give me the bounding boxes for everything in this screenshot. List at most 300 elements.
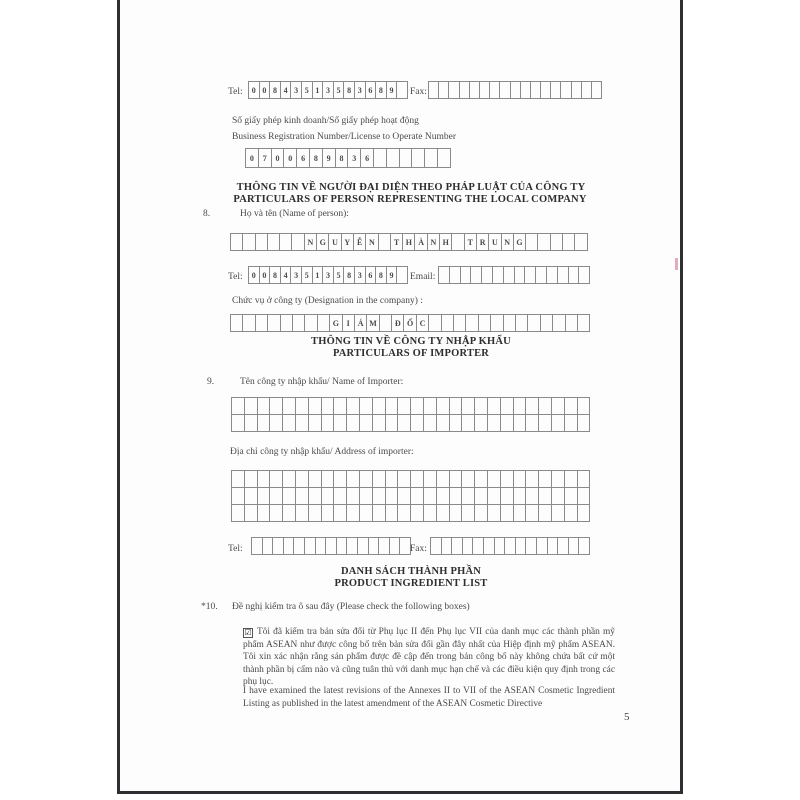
grid-cell[interactable] <box>359 505 372 522</box>
grid-cell[interactable] <box>449 488 462 505</box>
char-box[interactable] <box>412 148 425 168</box>
rep-email-boxes[interactable] <box>438 266 590 284</box>
grid-cell[interactable] <box>244 471 257 488</box>
grid-cell[interactable] <box>551 398 564 415</box>
grid-cell[interactable] <box>244 488 257 505</box>
grid-cell[interactable] <box>513 471 526 488</box>
grid-cell[interactable] <box>398 488 411 505</box>
char-box[interactable] <box>387 148 400 168</box>
char-box[interactable] <box>252 537 263 555</box>
char-box[interactable] <box>305 314 317 332</box>
char-box[interactable] <box>429 314 441 332</box>
char-box[interactable] <box>538 233 550 251</box>
char-box[interactable] <box>452 233 464 251</box>
char-box[interactable] <box>256 233 268 251</box>
char-box[interactable] <box>442 537 453 555</box>
char-box[interactable]: 9 <box>387 266 398 284</box>
grid-cell[interactable] <box>487 398 500 415</box>
char-box[interactable] <box>592 81 602 99</box>
char-box[interactable] <box>484 537 495 555</box>
char-box[interactable] <box>281 314 293 332</box>
grid-cell[interactable] <box>270 488 283 505</box>
char-box[interactable] <box>243 233 255 251</box>
grid-cell[interactable] <box>462 471 475 488</box>
grid-cell[interactable] <box>551 415 564 432</box>
char-box[interactable]: 5 <box>334 81 345 99</box>
char-box[interactable] <box>579 266 590 284</box>
char-box[interactable]: 0 <box>284 148 297 168</box>
grid-cell[interactable] <box>257 415 270 432</box>
grid-cell[interactable] <box>449 471 462 488</box>
grid-cell[interactable] <box>295 398 308 415</box>
char-box[interactable] <box>569 537 580 555</box>
char-box[interactable]: Á <box>355 314 367 332</box>
grid-cell[interactable] <box>577 398 590 415</box>
grid-cell[interactable] <box>398 471 411 488</box>
char-box[interactable] <box>463 537 474 555</box>
grid-cell[interactable] <box>500 415 513 432</box>
grid-cell[interactable] <box>564 505 577 522</box>
grid-cell[interactable] <box>347 398 360 415</box>
grid-cell[interactable] <box>539 505 552 522</box>
char-box[interactable]: N <box>366 233 378 251</box>
char-box[interactable]: 3 <box>323 81 334 99</box>
char-box[interactable]: 8 <box>310 148 323 168</box>
grid-cell[interactable] <box>462 415 475 432</box>
char-box[interactable]: N <box>428 233 440 251</box>
char-box[interactable]: 3 <box>355 266 366 284</box>
grid-cell[interactable] <box>321 471 334 488</box>
char-box[interactable]: 8 <box>344 81 355 99</box>
char-box[interactable] <box>563 233 575 251</box>
char-box[interactable] <box>511 81 521 99</box>
grid-cell[interactable] <box>308 471 321 488</box>
grid-cell[interactable] <box>398 415 411 432</box>
grid-cell[interactable] <box>295 471 308 488</box>
grid-cell[interactable] <box>423 505 436 522</box>
char-box[interactable]: 8 <box>270 266 281 284</box>
char-box[interactable] <box>569 266 580 284</box>
char-box[interactable]: G <box>330 314 342 332</box>
char-box[interactable]: 6 <box>361 148 374 168</box>
grid-cell[interactable] <box>411 471 424 488</box>
grid-cell[interactable] <box>462 488 475 505</box>
char-box[interactable]: 0 <box>260 81 271 99</box>
char-box[interactable] <box>551 233 563 251</box>
char-box[interactable] <box>541 314 553 332</box>
char-box[interactable] <box>582 81 592 99</box>
char-box[interactable]: 8 <box>376 81 387 99</box>
grid-cell[interactable] <box>423 488 436 505</box>
char-box[interactable] <box>515 266 526 284</box>
grid-cell[interactable] <box>513 488 526 505</box>
grid-cell[interactable] <box>244 505 257 522</box>
char-box[interactable]: R <box>477 233 489 251</box>
char-box[interactable] <box>425 148 438 168</box>
char-box[interactable] <box>397 266 408 284</box>
grid-cell[interactable] <box>244 398 257 415</box>
char-box[interactable] <box>400 148 413 168</box>
grid-cell[interactable] <box>270 398 283 415</box>
char-box[interactable] <box>537 537 548 555</box>
grid-cell[interactable] <box>436 488 449 505</box>
person-name-boxes[interactable] <box>230 233 588 251</box>
char-box[interactable]: N <box>305 233 317 251</box>
char-box[interactable]: T <box>391 233 403 251</box>
grid-cell[interactable] <box>526 505 539 522</box>
grid-cell[interactable] <box>308 488 321 505</box>
char-box[interactable] <box>438 148 451 168</box>
char-box[interactable] <box>337 537 348 555</box>
grid-cell[interactable] <box>449 415 462 432</box>
char-box[interactable]: 3 <box>323 266 334 284</box>
grid-cell[interactable] <box>423 415 436 432</box>
grid-cell[interactable] <box>257 505 270 522</box>
char-box[interactable] <box>454 314 466 332</box>
grid-cell[interactable] <box>526 471 539 488</box>
char-box[interactable] <box>548 537 559 555</box>
char-box[interactable]: U <box>489 233 501 251</box>
char-box[interactable]: 4 <box>281 266 292 284</box>
grid-cell[interactable] <box>526 415 539 432</box>
grid-cell[interactable] <box>232 398 245 415</box>
char-box[interactable] <box>526 233 538 251</box>
grid-cell[interactable] <box>257 471 270 488</box>
char-box[interactable] <box>575 233 587 251</box>
rep-tel-boxes[interactable] <box>248 266 408 284</box>
char-box[interactable]: 5 <box>334 266 345 284</box>
char-box[interactable] <box>558 266 569 284</box>
grid-cell[interactable] <box>385 398 398 415</box>
char-box[interactable] <box>439 81 449 99</box>
char-box[interactable] <box>558 537 569 555</box>
char-box[interactable]: Y <box>342 233 354 251</box>
char-box[interactable] <box>551 81 561 99</box>
grid-cell[interactable] <box>359 415 372 432</box>
char-box[interactable]: 0 <box>260 266 271 284</box>
char-box[interactable] <box>460 81 470 99</box>
char-box[interactable] <box>449 81 459 99</box>
char-box[interactable]: 9 <box>323 148 336 168</box>
char-box[interactable] <box>450 266 461 284</box>
grid-cell[interactable] <box>334 505 347 522</box>
char-box[interactable] <box>263 537 274 555</box>
char-box[interactable]: C <box>417 314 429 332</box>
char-box[interactable] <box>505 537 516 555</box>
grid-cell[interactable] <box>283 505 296 522</box>
char-box[interactable] <box>566 314 578 332</box>
char-box[interactable] <box>318 314 330 332</box>
grid-cell[interactable] <box>347 488 360 505</box>
char-box[interactable]: Ố <box>404 314 416 332</box>
char-box[interactable]: 8 <box>336 148 349 168</box>
grid-cell[interactable] <box>462 505 475 522</box>
char-box[interactable] <box>452 537 463 555</box>
char-box[interactable]: T <box>465 233 477 251</box>
grid-cell[interactable] <box>513 398 526 415</box>
grid-cell[interactable] <box>462 398 475 415</box>
char-box[interactable] <box>541 81 551 99</box>
grid-cell[interactable] <box>398 505 411 522</box>
char-box[interactable] <box>528 314 540 332</box>
grid-cell[interactable] <box>423 398 436 415</box>
char-box[interactable] <box>268 314 280 332</box>
grid-cell[interactable] <box>539 488 552 505</box>
grid-cell[interactable] <box>487 471 500 488</box>
char-box[interactable] <box>231 233 243 251</box>
grid-cell[interactable] <box>487 505 500 522</box>
char-box[interactable] <box>466 314 478 332</box>
grid-cell[interactable] <box>564 488 577 505</box>
checkbox-checked-icon[interactable]: ☑ <box>244 628 252 637</box>
importer-tel-boxes[interactable] <box>251 537 411 555</box>
char-box[interactable]: 8 <box>270 81 281 99</box>
grid-cell[interactable] <box>411 488 424 505</box>
char-box[interactable]: 9 <box>387 81 398 99</box>
grid-cell[interactable] <box>334 398 347 415</box>
grid-cell[interactable] <box>436 415 449 432</box>
char-box[interactable] <box>284 537 295 555</box>
grid-cell[interactable] <box>564 398 577 415</box>
grid-cell[interactable] <box>577 505 590 522</box>
grid-cell[interactable] <box>347 505 360 522</box>
importer-name-grid[interactable] <box>231 397 590 432</box>
char-box[interactable]: 0 <box>272 148 285 168</box>
grid-cell[interactable] <box>513 505 526 522</box>
char-box[interactable] <box>273 537 284 555</box>
char-box[interactable] <box>536 266 547 284</box>
grid-cell[interactable] <box>308 505 321 522</box>
char-box[interactable] <box>293 314 305 332</box>
grid-cell[interactable] <box>232 505 245 522</box>
company-tel-boxes[interactable] <box>248 81 408 99</box>
grid-cell[interactable] <box>308 415 321 432</box>
char-box[interactable] <box>531 81 541 99</box>
grid-cell[interactable] <box>539 415 552 432</box>
grid-cell[interactable] <box>449 398 462 415</box>
grid-cell[interactable] <box>564 415 577 432</box>
grid-cell[interactable] <box>411 415 424 432</box>
char-box[interactable] <box>374 148 387 168</box>
char-box[interactable] <box>479 314 491 332</box>
grid-cell[interactable] <box>436 471 449 488</box>
grid-cell[interactable] <box>385 471 398 488</box>
grid-cell[interactable] <box>551 505 564 522</box>
char-box[interactable] <box>521 81 531 99</box>
char-box[interactable] <box>482 266 493 284</box>
char-box[interactable] <box>316 537 327 555</box>
grid-cell[interactable] <box>321 398 334 415</box>
char-box[interactable]: 1 <box>313 81 324 99</box>
importer-fax-boxes[interactable] <box>430 537 590 555</box>
grid-cell[interactable] <box>295 505 308 522</box>
grid-cell[interactable] <box>551 488 564 505</box>
grid-cell[interactable] <box>577 471 590 488</box>
grid-cell[interactable] <box>347 415 360 432</box>
grid-cell[interactable] <box>475 488 488 505</box>
char-box[interactable] <box>280 233 292 251</box>
grid-cell[interactable] <box>475 415 488 432</box>
char-box[interactable]: 8 <box>376 266 387 284</box>
grid-cell[interactable] <box>372 471 385 488</box>
char-box[interactable]: 7 <box>259 148 272 168</box>
char-box[interactable] <box>358 537 369 555</box>
grid-cell[interactable] <box>359 471 372 488</box>
char-box[interactable]: 5 <box>302 266 313 284</box>
char-box[interactable] <box>439 266 450 284</box>
char-box[interactable] <box>516 537 527 555</box>
grid-cell[interactable] <box>411 398 424 415</box>
char-box[interactable] <box>495 537 506 555</box>
char-box[interactable] <box>390 537 401 555</box>
grid-cell[interactable] <box>232 471 245 488</box>
char-box[interactable] <box>490 81 500 99</box>
grid-cell[interactable] <box>270 471 283 488</box>
char-box[interactable] <box>379 233 391 251</box>
grid-cell[interactable] <box>347 471 360 488</box>
grid-cell[interactable] <box>513 415 526 432</box>
grid-cell[interactable] <box>283 415 296 432</box>
char-box[interactable]: G <box>317 233 329 251</box>
char-box[interactable] <box>578 314 590 332</box>
char-box[interactable]: 4 <box>281 81 292 99</box>
grid-cell[interactable] <box>526 488 539 505</box>
char-box[interactable] <box>347 537 358 555</box>
grid-cell[interactable] <box>385 488 398 505</box>
char-box[interactable] <box>553 314 565 332</box>
company-fax-boxes[interactable] <box>428 81 602 99</box>
grid-cell[interactable] <box>385 505 398 522</box>
grid-cell[interactable] <box>321 505 334 522</box>
grid-cell[interactable] <box>564 471 577 488</box>
grid-cell[interactable] <box>487 488 500 505</box>
grid-cell[interactable] <box>283 488 296 505</box>
grid-cell[interactable] <box>449 505 462 522</box>
char-box[interactable]: N <box>502 233 514 251</box>
char-box[interactable] <box>243 314 255 332</box>
char-box[interactable] <box>504 314 516 332</box>
grid-cell[interactable] <box>232 415 245 432</box>
char-box[interactable]: 3 <box>291 81 302 99</box>
char-box[interactable] <box>326 537 337 555</box>
grid-cell[interactable] <box>359 398 372 415</box>
grid-cell[interactable] <box>321 415 334 432</box>
char-box[interactable] <box>305 537 316 555</box>
grid-cell[interactable] <box>321 488 334 505</box>
char-box[interactable]: 6 <box>366 266 377 284</box>
grid-cell[interactable] <box>295 488 308 505</box>
grid-cell[interactable] <box>500 471 513 488</box>
char-box[interactable]: À <box>415 233 427 251</box>
grid-cell[interactable] <box>475 471 488 488</box>
grid-cell[interactable] <box>423 471 436 488</box>
char-box[interactable] <box>461 266 472 284</box>
char-box[interactable]: 0 <box>249 81 260 99</box>
grid-cell[interactable] <box>436 505 449 522</box>
char-box[interactable] <box>380 314 392 332</box>
char-box[interactable]: 3 <box>291 266 302 284</box>
char-box[interactable] <box>369 537 380 555</box>
char-box[interactable]: 8 <box>344 266 355 284</box>
char-box[interactable] <box>525 266 536 284</box>
grid-cell[interactable] <box>475 505 488 522</box>
char-box[interactable]: H <box>403 233 415 251</box>
grid-cell[interactable] <box>334 415 347 432</box>
grid-cell[interactable] <box>283 471 296 488</box>
char-box[interactable]: M <box>367 314 379 332</box>
char-box[interactable]: G <box>514 233 526 251</box>
char-box[interactable]: Đ <box>392 314 404 332</box>
char-box[interactable] <box>504 266 515 284</box>
char-box[interactable]: 3 <box>348 148 361 168</box>
grid-cell[interactable] <box>308 398 321 415</box>
grid-cell[interactable] <box>539 398 552 415</box>
char-box[interactable] <box>256 314 268 332</box>
grid-cell[interactable] <box>411 505 424 522</box>
char-box[interactable] <box>480 81 490 99</box>
char-box[interactable] <box>397 81 408 99</box>
char-box[interactable]: H <box>440 233 452 251</box>
grid-cell[interactable] <box>283 398 296 415</box>
char-box[interactable] <box>500 81 510 99</box>
grid-cell[interactable] <box>334 488 347 505</box>
char-box[interactable]: 0 <box>246 148 259 168</box>
grid-cell[interactable] <box>244 415 257 432</box>
char-box[interactable] <box>493 266 504 284</box>
char-box[interactable] <box>471 266 482 284</box>
grid-cell[interactable] <box>372 415 385 432</box>
char-box[interactable]: 0 <box>249 266 260 284</box>
grid-cell[interactable] <box>539 471 552 488</box>
grid-cell[interactable] <box>577 415 590 432</box>
grid-cell[interactable] <box>500 488 513 505</box>
char-box[interactable]: 6 <box>297 148 310 168</box>
char-box[interactable] <box>572 81 582 99</box>
grid-cell[interactable] <box>551 471 564 488</box>
char-box[interactable] <box>473 537 484 555</box>
grid-cell[interactable] <box>475 398 488 415</box>
char-box[interactable] <box>292 233 304 251</box>
char-box[interactable]: 3 <box>355 81 366 99</box>
grid-cell[interactable] <box>372 488 385 505</box>
char-box[interactable] <box>268 233 280 251</box>
char-box[interactable]: Ễ <box>354 233 366 251</box>
importer-address-grid[interactable] <box>231 470 590 522</box>
char-box[interactable] <box>429 81 439 99</box>
grid-cell[interactable] <box>398 398 411 415</box>
grid-cell[interactable] <box>257 488 270 505</box>
grid-cell[interactable] <box>257 398 270 415</box>
char-box[interactable] <box>516 314 528 332</box>
char-box[interactable] <box>231 314 243 332</box>
char-box[interactable] <box>561 81 571 99</box>
char-box[interactable]: I <box>343 314 355 332</box>
grid-cell[interactable] <box>334 471 347 488</box>
grid-cell[interactable] <box>526 398 539 415</box>
char-box[interactable] <box>526 537 537 555</box>
char-box[interactable]: U <box>329 233 341 251</box>
grid-cell[interactable] <box>487 415 500 432</box>
designation-boxes[interactable] <box>230 314 590 332</box>
grid-cell[interactable] <box>385 415 398 432</box>
char-box[interactable]: 1 <box>313 266 324 284</box>
char-box[interactable] <box>579 537 590 555</box>
grid-cell[interactable] <box>500 505 513 522</box>
grid-cell[interactable] <box>436 398 449 415</box>
grid-cell[interactable] <box>270 505 283 522</box>
char-box[interactable] <box>470 81 480 99</box>
char-box[interactable] <box>547 266 558 284</box>
